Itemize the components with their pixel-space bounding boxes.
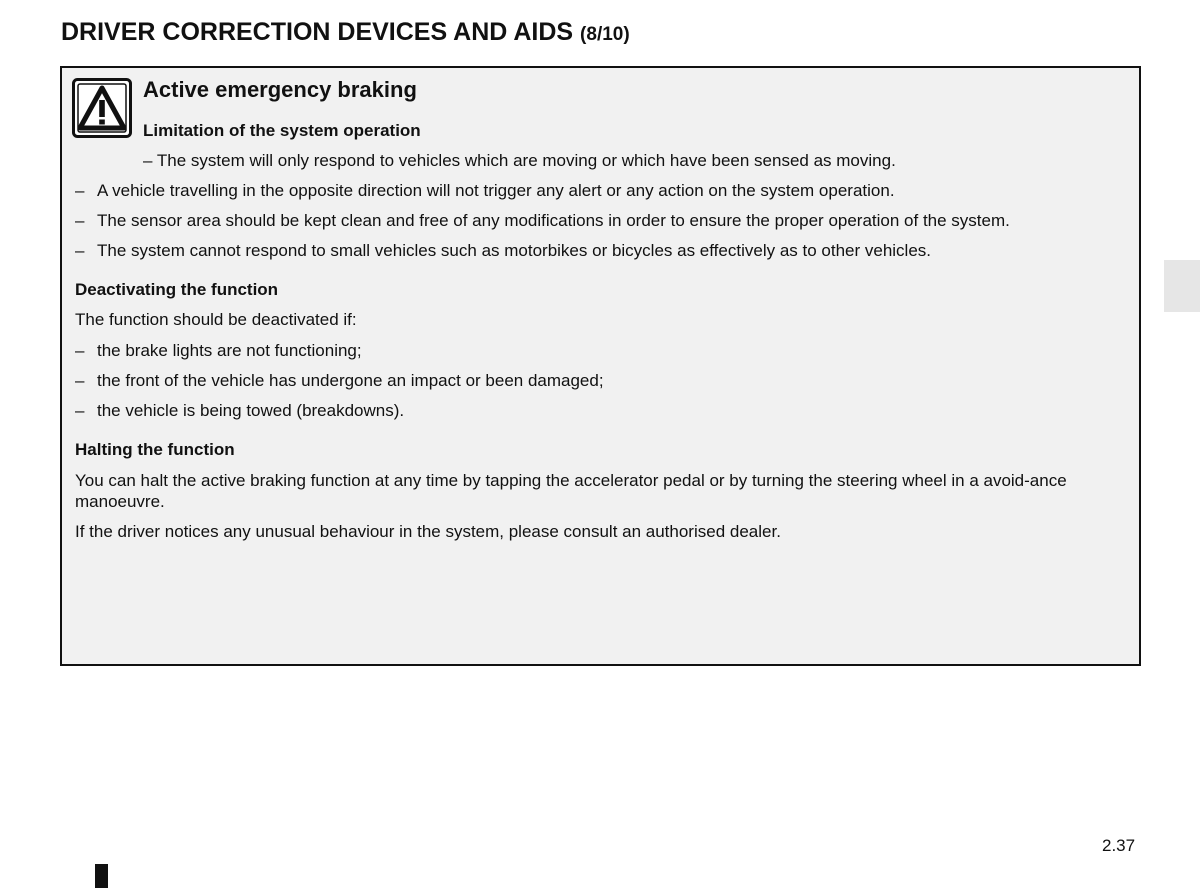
limitation-heading: Limitation of the system operation (143, 121, 421, 140)
warning-box (60, 66, 1141, 666)
page-title (61, 18, 630, 47)
limitation-first-item: – The system will only respond to vehicles which are moving or which have been sensed as moving. (143, 151, 896, 170)
bullet-dash: – (75, 371, 85, 390)
halting-heading: Halting the function (75, 440, 235, 459)
page-title-text: DRIVER CORRECTION DEVICES AND AIDS (61, 18, 574, 46)
bullet-dash: – (75, 401, 85, 420)
limitation-item: The sensor area should be kept clean and free of any modifications in order to ensure the proper operation of the system. (97, 211, 1010, 230)
bullet-dash: – (75, 181, 85, 200)
deactivating-item: the vehicle is being towed (breakdowns). (97, 401, 405, 420)
deactivating-item: the front of the vehicle has undergone an impact or been damaged; (97, 371, 604, 390)
section-tab-marker (1164, 260, 1200, 312)
deactivating-intro: The function should be deactivated if: (75, 310, 357, 329)
corner-bar (95, 864, 108, 888)
halting-paragraph: You can halt the active braking function at any time by tapping the accelerator pedal or by turning the steering wheel in a avoid-ance manoeuvre. (75, 471, 1067, 511)
bullet-dash: – (75, 341, 85, 360)
deactivating-item: the brake lights are not functioning; (97, 341, 362, 360)
page-number: 2.37 (1102, 836, 1136, 855)
deactivating-heading: Deactivating the function (75, 280, 279, 299)
halting-paragraph: If the driver notices any unusual behaviour in the system, please consult an authorised dealer. (75, 522, 781, 541)
warning-triangle-icon (72, 78, 132, 138)
limitation-item: A vehicle travelling in the opposite direction will not trigger any alert or any action on the system operation. (97, 181, 895, 200)
page-indicator: (8/10) (580, 24, 630, 45)
bullet-dash: – (75, 211, 85, 230)
limitation-item: The system cannot respond to small vehicles such as motorbikes or bicycles as effectively as to other vehicles. (97, 241, 932, 260)
bullet-dash: – (75, 241, 85, 260)
box-heading: Active emergency braking (143, 77, 417, 102)
